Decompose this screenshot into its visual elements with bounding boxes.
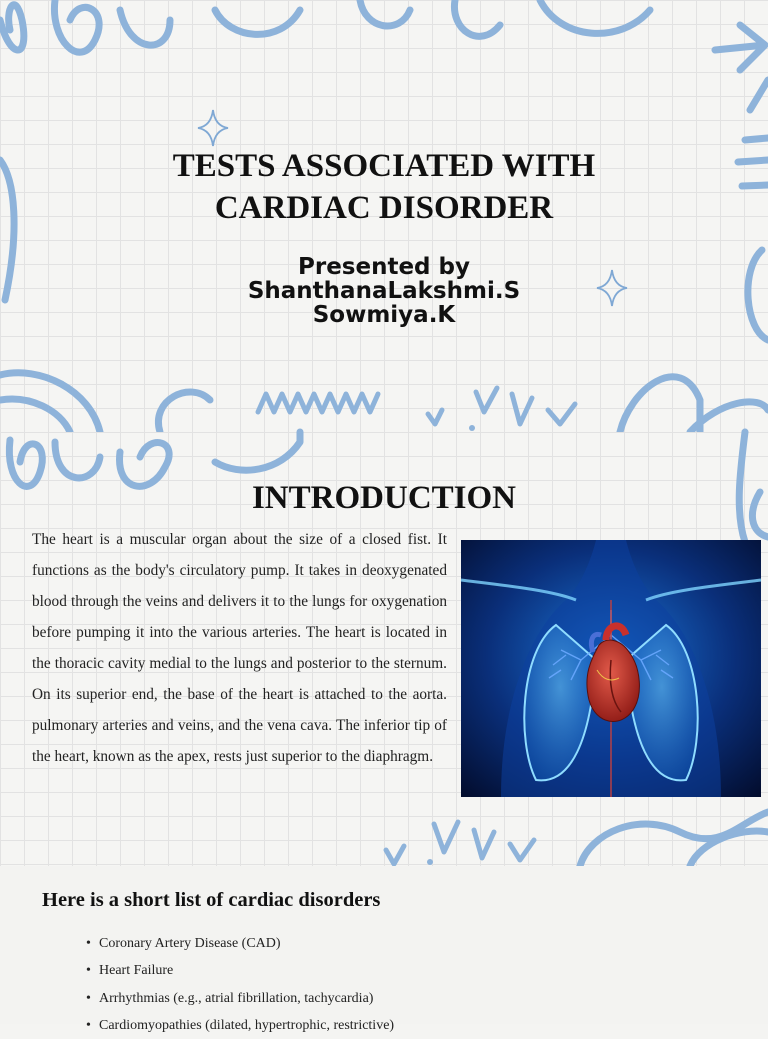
list-item: [86, 1012, 394, 1039]
title-line-1: TESTS ASSOCIATED WITH: [172, 148, 596, 184]
intro-heading: INTRODUCTION: [251, 480, 517, 516]
disorders-list: [86, 930, 394, 1039]
introduction-slide: [0, 432, 768, 866]
bullet-icon: •: [86, 963, 91, 979]
list-item: [86, 957, 394, 984]
list-item-label: Coronary Artery Disease (CAD): [99, 936, 281, 951]
list-item-label: Heart Failure: [99, 963, 174, 979]
title-slide: [0, 0, 768, 432]
bullet-icon: •: [86, 990, 91, 1006]
disorders-heading: Here is a short list of cardiac disorders: [42, 889, 381, 911]
presentation-title: [0, 145, 768, 229]
list-item-label: Cardiomyopathies (dilated, hypertrophic, restrictive): [99, 1017, 395, 1033]
list-item: [86, 930, 394, 957]
bullet-icon: •: [86, 936, 91, 951]
list-item: [86, 985, 394, 1012]
presenter-name-1: ShanthanaLakshmi.S: [247, 278, 521, 304]
intro-paragraph: The heart is a muscular organ about the size of a closed fist. It functions as the body's circulatory pump. It takes in deoxygenated blood through the veins and delivers it to the lungs for oxygenation before pumping it into the various arteries. The heart is located in the thoracic cavity medial to the lungs and posterior to the sternum. On its superior end, the base of the heart is attached to the aorta. pulmonary arteries and veins, and the vena cava. The inferior tip of the heart, known as the apex, rests just superior to the diaphragm.: [32, 531, 447, 765]
title-line-2: CARDIAC DISORDER: [214, 190, 554, 226]
bullet-icon: •: [86, 1017, 91, 1033]
presenter-name-2: Sowmiya.K: [312, 302, 456, 328]
presenter-heading: Presented by: [298, 254, 470, 280]
disorders-slide: [0, 866, 768, 1033]
list-item-label: Arrhythmias (e.g., atrial fibrillation, tachycardia): [99, 990, 374, 1006]
heart-anatomy-image: [461, 540, 761, 797]
